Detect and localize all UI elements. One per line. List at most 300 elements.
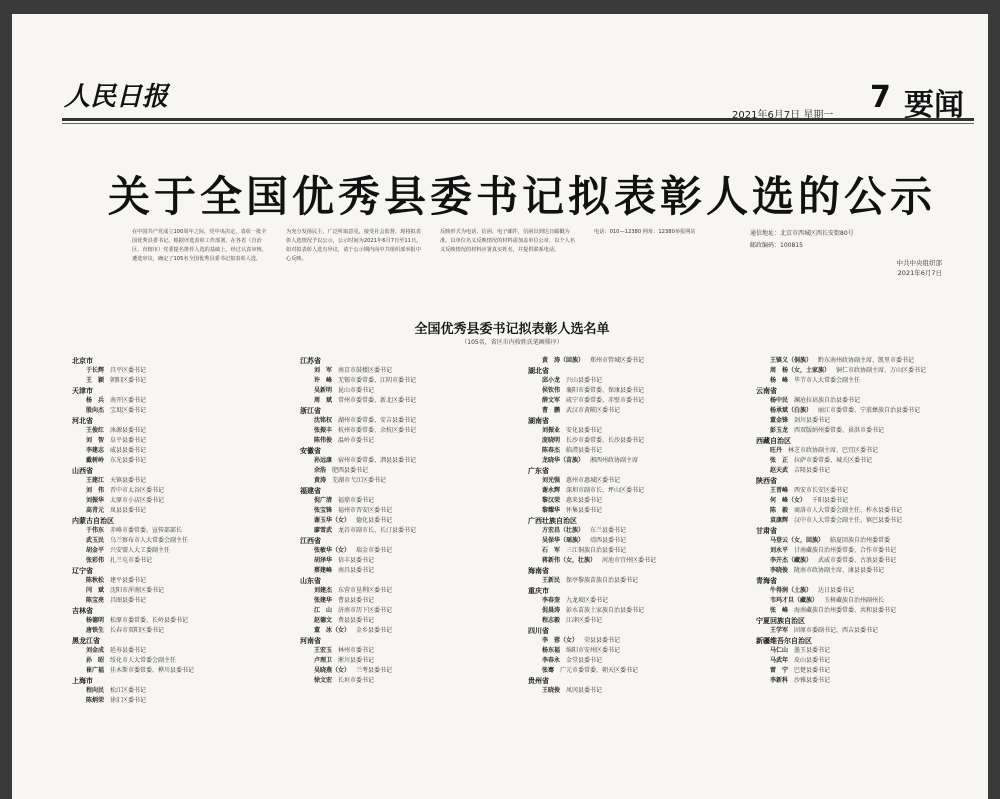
person-position: 昌平区委书记 xyxy=(110,367,147,374)
person-position: 墨玉县委书记 xyxy=(794,647,831,654)
person-name: 殷向杰 xyxy=(86,407,105,414)
person-name: 马仁山 xyxy=(770,647,789,654)
person-position: 三江侗族自治县委书记 xyxy=(566,547,627,554)
region-heading: 青海省 xyxy=(756,577,777,585)
list-item xyxy=(72,506,288,516)
person-name: 杨中民 xyxy=(770,397,789,404)
list-item xyxy=(300,516,516,526)
person-position: 济南市历下区委书记 xyxy=(338,607,393,614)
person-name: 孙远康 xyxy=(314,457,333,464)
list-item xyxy=(300,646,516,656)
list-item xyxy=(756,506,972,516)
list-item xyxy=(756,446,972,456)
person-position: 皮山县委书记 xyxy=(794,657,831,664)
person-position: 河池市宜州区委书记 xyxy=(602,557,657,564)
list-item xyxy=(72,686,288,696)
person-position: 澜沧拉祜族自治县委书记 xyxy=(794,397,861,404)
person-position: 湘西州政协副主席 xyxy=(590,457,639,464)
person-position: 安化县委书记 xyxy=(566,427,603,434)
region-heading: 湖北省 xyxy=(528,367,549,375)
person-name: 刘振业 xyxy=(542,427,561,434)
list-item xyxy=(528,376,744,386)
list-item xyxy=(72,426,288,436)
person-position: 芜湖市弋江区委书记 xyxy=(332,477,387,484)
person-position: 铜仁市政协副主席、万山区委书记 xyxy=(836,367,927,374)
list-item xyxy=(756,376,972,386)
person-name: 戴树岭 xyxy=(86,457,105,464)
list-item xyxy=(300,386,516,396)
person-name: 董金锋 xyxy=(770,417,789,424)
list-item xyxy=(300,566,516,576)
person-position: 费县县委书记 xyxy=(338,617,375,624)
person-position: 江津区委书记 xyxy=(566,617,603,624)
list-item xyxy=(72,476,288,486)
signer-org: 中共中央组织部 xyxy=(896,259,942,267)
region-heading: 贵州省 xyxy=(528,677,549,685)
list-item xyxy=(528,436,744,446)
list-item xyxy=(756,626,972,636)
person-position: 阜平县委书记 xyxy=(110,437,147,444)
person-position: 长沙市委常委、长沙县委书记 xyxy=(566,437,645,444)
list-item xyxy=(756,596,972,606)
person-position: 林州市委书记 xyxy=(338,647,375,654)
list-item xyxy=(300,676,516,686)
list-item xyxy=(528,386,744,396)
list-item xyxy=(528,546,744,556)
list-item xyxy=(300,436,516,446)
list-item xyxy=(528,686,744,696)
contact-postcode: 邮政编码：100815 xyxy=(750,242,803,249)
intro-text xyxy=(132,228,732,264)
region-heading: 湖南省 xyxy=(528,417,549,425)
person-position: 海南藏族自治州委常委、共和县委书记 xyxy=(794,607,897,614)
person-name: 雷 宁 xyxy=(770,667,789,674)
list-item xyxy=(756,486,972,496)
person-name: 刘 伟 xyxy=(86,487,105,494)
region-heading: 广东省 xyxy=(528,467,549,475)
person-position: 惠来县委书记 xyxy=(566,497,603,504)
header-rule xyxy=(62,118,974,121)
person-position: 黔东南州政协副主席、凯里市委书记 xyxy=(818,357,915,364)
person-position: 金堂县委书记 xyxy=(566,657,603,664)
person-name: 黎耀华 xyxy=(542,507,561,514)
list-item xyxy=(756,536,972,546)
person-position: 福鼎市委书记 xyxy=(338,497,375,504)
person-name: 薛文军 xyxy=(542,397,561,404)
person-position: 松原市委常委、长岭县委书记 xyxy=(110,617,189,624)
person-position: 玉树藏族自治州副州长 xyxy=(824,597,885,604)
person-name: 武玉民 xyxy=(86,537,105,544)
list-item xyxy=(300,456,516,466)
list-item xyxy=(300,366,516,376)
region-heading: 内蒙古自治区 xyxy=(72,517,114,525)
person-position: 武汉市黄陂区委书记 xyxy=(566,407,621,414)
person-position: 东营市垦利区委书记 xyxy=(338,587,393,594)
person-name: 王建江 xyxy=(86,477,105,484)
region-heading: 辽宁省 xyxy=(72,567,93,575)
person-position: 威县县委书记 xyxy=(110,447,147,454)
person-name: 胡金平 xyxy=(86,547,105,554)
person-position: 甘南藏族自治州委常委、合作市委书记 xyxy=(794,547,897,554)
region-heading: 西藏自治区 xyxy=(756,437,791,445)
person-name: 李新科 xyxy=(770,677,789,684)
list-item xyxy=(72,656,288,666)
list-title: 全国优秀县委书记拟表彰人选名单 xyxy=(414,322,610,337)
page-section-name: 要闻 xyxy=(904,88,964,123)
person-position: 兴山县委书记 xyxy=(566,377,603,384)
list-item xyxy=(756,646,972,656)
person-name: 倪晨涛 xyxy=(542,607,561,614)
person-position: 扎兰屯市委书记 xyxy=(110,557,153,564)
intro-paragraph: 为充分发扬民主，广泛听取意见，接受社会监督，现将拟表彰人选情况予以公示，公示时间为2021年6月7日至11日。如对拟表彰人选有异议，请于公示期内向中共组织部举报中心反映。 xyxy=(286,229,422,262)
person-name: 吴晓燕（女） xyxy=(314,667,351,674)
person-position: 信丰县委书记 xyxy=(338,557,375,564)
person-position: 咸宁市委常委、赤壁市委书记 xyxy=(566,397,645,404)
list-item xyxy=(528,576,744,586)
person-name: 陈春杰 xyxy=(542,447,561,454)
region-heading: 安徽省 xyxy=(300,447,321,455)
region-heading: 天津市 xyxy=(72,387,93,395)
region-heading: 福建省 xyxy=(300,487,321,495)
list-item xyxy=(72,616,288,626)
person-position: 常州市委常委、新北区委书记 xyxy=(338,397,417,404)
region-heading: 山东省 xyxy=(300,577,321,585)
person-position: 岚县县委书记 xyxy=(110,507,147,514)
person-position: 巴楚县委书记 xyxy=(794,667,831,674)
list-item xyxy=(300,396,516,406)
person-position: 西安市长安区委书记 xyxy=(794,487,849,494)
person-name: 高青元 xyxy=(86,507,105,514)
person-position: 绵阳市安州区委书记 xyxy=(566,647,621,654)
list-item xyxy=(528,406,744,416)
list-item xyxy=(756,556,972,566)
list-item xyxy=(72,556,288,566)
person-position: 九龙坡区委书记 xyxy=(566,597,609,604)
person-position: 乌兰察布市人大常委会副主任 xyxy=(110,537,189,544)
person-name: 石 军 xyxy=(542,547,561,554)
list-item xyxy=(300,626,516,636)
person-position: 沈阳市浑南区委书记 xyxy=(110,587,165,594)
person-name: 吴新明 xyxy=(314,387,333,394)
list-item xyxy=(756,396,972,406)
intro-paragraph: 反映形式为电话、信函、电子邮件，信函以到达日邮戳为准。以单位名义反映情况的材料需加盖单位公章，以个人名义反映情况的材料应署真实姓名，并提供联系电话。 xyxy=(440,229,575,253)
person-name: 闫 斌 xyxy=(86,587,105,594)
person-position: 陇南市政协副主席、康县县委书记 xyxy=(794,567,885,574)
person-name: 王俊红 xyxy=(86,427,105,434)
person-position: 商洛市人大常委会副主任、柞水县委书记 xyxy=(794,507,903,514)
list-item xyxy=(756,406,972,416)
person-name: 袁康辉 xyxy=(770,517,789,524)
list-item xyxy=(72,666,288,676)
person-position: 达日县委书记 xyxy=(818,587,855,594)
person-name: 杨 兵 xyxy=(86,397,105,404)
list-item xyxy=(72,446,288,456)
list-item xyxy=(528,636,744,646)
list-item xyxy=(756,606,972,616)
person-name: 马登云（女，回族） xyxy=(770,537,825,544)
list-item xyxy=(756,656,972,666)
person-position: 惠州市惠城区委书记 xyxy=(566,477,621,484)
person-position: 延寿县委书记 xyxy=(110,647,147,654)
list-item xyxy=(528,506,744,516)
person-name: 龙晓华（苗族） xyxy=(542,457,585,464)
person-name: 彭玉龙 xyxy=(770,427,789,434)
person-position: 徐汇区委书记 xyxy=(110,697,147,704)
list-item xyxy=(300,496,516,506)
person-name: 张 峰 xyxy=(770,607,789,614)
person-name: 孙 昭 xyxy=(86,657,105,664)
list-item xyxy=(300,666,516,676)
person-position: 建平县委书记 xyxy=(110,577,147,584)
list-item xyxy=(300,506,516,516)
person-name: 刘金成 xyxy=(86,647,105,654)
person-position: 固原市委副书记、西吉县委书记 xyxy=(794,627,879,634)
person-position: 无锡市委常委、江阴市委书记 xyxy=(338,377,417,384)
person-position: 温岭市委书记 xyxy=(338,437,375,444)
list-item xyxy=(528,536,744,546)
person-position: 晋中市太谷区委书记 xyxy=(110,487,165,494)
list-item xyxy=(300,476,516,486)
person-name: 王学军 xyxy=(770,627,789,634)
person-name: 谢玉华（女） xyxy=(314,517,351,524)
person-name: 王晋峰 xyxy=(770,487,789,494)
intro-paragraph: 在中国共产党成立100周年之际，党中央决定，表彰一批全国优秀县委书记。根据评选表彰工作部署，在各省（自治区、直辖市）党委提名推荐人选的基础上，经过认真审核、遴选审议，确定了105名全国优秀县委书记拟表彰人选。 xyxy=(132,229,267,262)
person-position: 汉中市人大常委会副主任、镇巴县委书记 xyxy=(794,517,903,524)
list-item xyxy=(72,376,288,386)
list-item xyxy=(300,556,516,566)
person-name: 周 斌 xyxy=(314,397,333,404)
list-item xyxy=(756,666,972,676)
person-position: 佳木斯市委常委、桦川县委书记 xyxy=(110,667,195,674)
region-heading: 海南省 xyxy=(528,567,549,575)
person-name: 董 冰（女） xyxy=(314,627,351,634)
person-position: 肥西县委书记 xyxy=(332,467,369,474)
person-position: 曹县县委书记 xyxy=(338,597,375,604)
list-item xyxy=(72,396,288,406)
person-name: 张振丰 xyxy=(314,427,333,434)
person-position: 南昌县委书记 xyxy=(338,567,375,574)
list-item xyxy=(528,456,744,466)
list-item xyxy=(528,596,744,606)
signer-date: 2021年6月7日 xyxy=(897,269,942,277)
person-position: 兰考县委书记 xyxy=(356,667,393,674)
list-item xyxy=(300,656,516,666)
person-name: 蒋新伟（女，壮族） xyxy=(542,557,597,564)
newspaper-page xyxy=(12,14,988,799)
person-position: 西双版纳州委常委、景洪市委书记 xyxy=(794,427,885,434)
person-position: 深圳市副市长、坪山区委书记 xyxy=(566,487,645,494)
name-list-columns xyxy=(72,356,972,796)
person-position: 龙岩市副市长、长汀县委书记 xyxy=(338,527,417,534)
person-position: 东光县委书记 xyxy=(110,457,147,464)
list-item xyxy=(528,446,744,456)
person-name: 张建华 xyxy=(314,597,333,604)
person-name: 杨德明 xyxy=(86,617,105,624)
person-position: 德化县委书记 xyxy=(356,517,393,524)
person-name: 李建志 xyxy=(86,447,105,454)
list-item xyxy=(72,596,288,606)
person-name: 张彩伟 xyxy=(86,557,105,564)
list-item xyxy=(300,596,516,606)
person-name: 陈宝亮 xyxy=(86,597,105,604)
list-item xyxy=(72,366,288,376)
list-item xyxy=(72,546,288,556)
person-name: 周 杨（女，土家族） xyxy=(770,367,831,374)
person-name: 刘光强 xyxy=(542,477,561,484)
person-name: 王新民 xyxy=(542,577,561,584)
person-name: 黄 涛（回族） xyxy=(542,357,585,364)
person-position: 凤冈县委书记 xyxy=(566,687,603,694)
person-position: 千阳县委书记 xyxy=(812,497,849,504)
person-position: 宝坻区委书记 xyxy=(110,407,147,414)
header-rule-thin xyxy=(62,123,974,124)
person-name: 邱小龙 xyxy=(542,377,561,384)
list-item xyxy=(756,456,972,466)
person-position: 昆山市委书记 xyxy=(338,387,375,394)
person-position: 临澧县委书记 xyxy=(566,447,603,454)
region-heading: 广西壮族自治区 xyxy=(528,517,577,525)
person-position: 郑州市管城区委书记 xyxy=(590,357,645,364)
list-item xyxy=(300,466,516,476)
region-heading: 黑龙江省 xyxy=(72,637,100,645)
person-name: 李开杰（藏族） xyxy=(770,557,813,564)
person-name: 王 颖 xyxy=(86,377,105,384)
list-item xyxy=(300,546,516,556)
list-item xyxy=(528,526,744,536)
region-heading: 重庆市 xyxy=(528,587,549,595)
list-item xyxy=(528,606,744,616)
list-item xyxy=(72,646,288,656)
list-item xyxy=(72,586,288,596)
person-position: 拉萨市委常委、城关区委书记 xyxy=(794,457,873,464)
region-heading: 新疆维吾尔自治区 xyxy=(756,637,812,645)
person-position: 杭州市委常委、余杭区委书记 xyxy=(338,427,417,434)
person-name: 余浩 xyxy=(314,467,327,474)
region-heading: 四川省 xyxy=(528,627,549,635)
list-item xyxy=(528,646,744,656)
list-item xyxy=(528,666,744,676)
person-name: 方宏昌（壮族） xyxy=(542,527,585,534)
person-name: 杨东福 xyxy=(542,647,561,654)
person-name: 唐铁生 xyxy=(86,627,105,634)
person-position: 临夏回族自治州委常委 xyxy=(830,537,891,544)
person-name: 倪广清 xyxy=(314,497,333,504)
region-heading: 浙江省 xyxy=(300,407,321,415)
intro-paragraph: 电话：010—12380 网址：12380举报网站 xyxy=(594,229,696,235)
list-item xyxy=(300,526,516,536)
person-position: 武威市委常委、古浪县委书记 xyxy=(818,557,897,564)
region-heading: 河南省 xyxy=(300,637,321,645)
person-name: 徐文宏 xyxy=(314,677,333,684)
person-position: 荣县县委书记 xyxy=(584,637,621,644)
person-name: 卢理卫 xyxy=(314,657,333,664)
list-item xyxy=(72,486,288,496)
list-subtitle: （105名，省区市内按姓氏笔画排序） xyxy=(461,339,563,346)
issue-date: 2021年6月7日 星期一 xyxy=(732,110,834,121)
list-item xyxy=(528,486,744,496)
person-name: 黄涛 xyxy=(314,477,327,484)
person-position: 广元市委常委、朝天区委书记 xyxy=(560,667,639,674)
person-name: 李春永 xyxy=(542,657,561,664)
person-name: 张敏华（女） xyxy=(314,547,351,554)
list-item xyxy=(72,626,288,636)
list-item xyxy=(756,496,972,506)
list-item xyxy=(72,576,288,586)
person-name: 王镇义（侗族） xyxy=(770,357,813,364)
region-heading: 陕西省 xyxy=(756,477,777,485)
person-name: 许 峰 xyxy=(314,377,333,384)
person-position: 兴安盟人大工委副主任 xyxy=(110,547,171,554)
person-name: 刘 军 xyxy=(314,367,333,374)
person-name: 沈铭权 xyxy=(314,417,333,424)
person-position: 瑞金市委书记 xyxy=(356,547,393,554)
person-position: 太原市小店区委书记 xyxy=(110,497,165,504)
list-item xyxy=(528,496,744,506)
person-name: 陈炳荣 xyxy=(86,697,105,704)
list-column xyxy=(72,356,288,796)
person-name: 杨承斌（白族） xyxy=(770,407,813,414)
person-name: 刘永平 xyxy=(770,547,789,554)
person-name: 王宏玉 xyxy=(314,647,333,654)
person-name: 于长辉 xyxy=(86,367,105,374)
person-position: 南京市鼓楼区委书记 xyxy=(338,367,393,374)
person-position: 靖西县委书记 xyxy=(590,537,627,544)
list-item xyxy=(528,356,744,366)
person-position: 湖州市委常委、安吉县委书记 xyxy=(338,417,417,424)
list-item xyxy=(756,546,972,556)
person-name: 谢永辉 xyxy=(542,487,561,494)
region-heading: 河北省 xyxy=(72,417,93,425)
person-name: 黎汉荣 xyxy=(542,497,561,504)
region-heading: 北京市 xyxy=(72,357,93,365)
list-item xyxy=(756,566,972,576)
list-item xyxy=(300,416,516,426)
person-name: 李 蓉（女） xyxy=(542,637,579,644)
person-name: 江 山 xyxy=(314,607,333,614)
person-name: 于伟东 xyxy=(86,527,105,534)
person-name: 韦玛才旦（藏族） xyxy=(770,597,819,604)
person-name: 何 峰（女） xyxy=(770,497,807,504)
list-item xyxy=(528,556,744,566)
list-item xyxy=(756,366,972,376)
person-name: 张 正 xyxy=(770,457,789,464)
list-item xyxy=(528,616,744,626)
list-item xyxy=(528,426,744,436)
list-column xyxy=(300,356,516,796)
person-position: 绥化市人大常委会副主任 xyxy=(110,657,177,664)
list-item xyxy=(756,426,972,436)
region-heading: 江苏省 xyxy=(300,357,321,365)
person-name: 牛得润（土族） xyxy=(770,587,813,594)
person-name: 张骞 xyxy=(542,667,555,674)
person-position: 怀集县委书记 xyxy=(566,507,603,514)
person-name: 马武年 xyxy=(770,657,789,664)
person-position: 吉隆县委书记 xyxy=(794,467,831,474)
person-position: 朝阳区委书记 xyxy=(110,377,147,384)
person-name: 侯钦伟 xyxy=(542,387,561,394)
person-position: 保亭黎族苗族自治县委书记 xyxy=(566,577,639,584)
person-name: 赵天武 xyxy=(770,467,789,474)
list-item xyxy=(72,456,288,466)
list-item xyxy=(528,396,744,406)
person-name: 吴保华（瑶族） xyxy=(542,537,585,544)
person-position: 赤峰市委常委、宣传部部长 xyxy=(110,527,183,534)
list-item xyxy=(72,436,288,446)
page-number: 7 xyxy=(870,80,891,115)
person-name: 刘 智 xyxy=(86,437,105,444)
person-position: 宿州市委常委、泗县县委书记 xyxy=(338,457,417,464)
region-heading: 吉林省 xyxy=(72,607,93,615)
